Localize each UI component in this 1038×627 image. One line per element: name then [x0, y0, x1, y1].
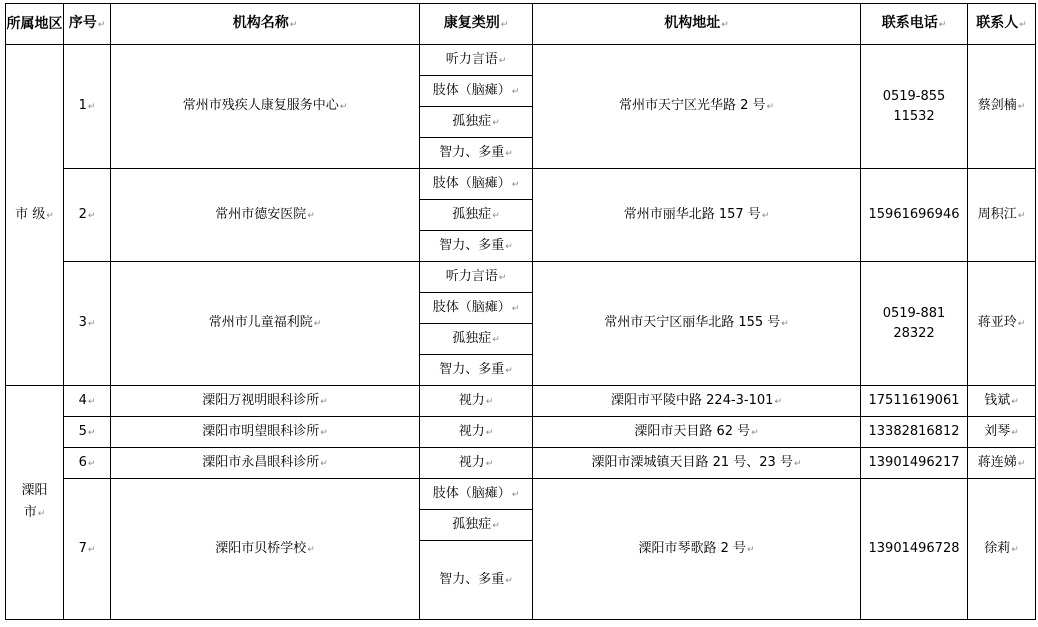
paragraph-mark-icon: ↵ — [498, 272, 507, 283]
paragraph-mark-icon: ↵ — [747, 544, 755, 555]
paragraph-mark-icon: ↵ — [485, 458, 494, 469]
org-contact: 周积江↵ — [968, 169, 1036, 262]
category-cell: 智力、多重↵ — [420, 138, 533, 169]
category-cell: 孤独症↵ — [420, 510, 533, 541]
paragraph-mark-icon: ↵ — [87, 102, 96, 112]
paragraph-mark-icon: ↵ — [87, 458, 96, 469]
category-cell: 智力、多重↵ — [420, 541, 533, 620]
paragraph-mark-icon: ↵ — [46, 210, 54, 221]
paragraph-mark-icon: ↵ — [505, 241, 513, 252]
table-row — [6, 169, 1036, 200]
paragraph-mark-icon: ↵ — [500, 20, 509, 30]
header-row — [6, 4, 1036, 45]
paragraph-mark-icon: ↵ — [505, 575, 513, 586]
paragraph-mark-icon: ↵ — [492, 334, 500, 345]
region-cell-liyang: 溧阳市↵ — [6, 386, 64, 620]
paragraph-mark-icon: ↵ — [751, 427, 759, 438]
paragraph-mark-icon: ↵ — [1017, 210, 1026, 221]
org-address: 常州市天宁区丽华北路 155 号↵ — [533, 262, 861, 386]
org-phone: 17511619061 — [861, 386, 968, 417]
paragraph-mark-icon: ↵ — [511, 489, 520, 500]
paragraph-mark-icon: ↵ — [320, 458, 328, 469]
org-name: 常州市儿童福利院↵ — [111, 262, 420, 386]
paragraph-mark-icon: ↵ — [938, 20, 947, 30]
category-cell: 听力言语↵ — [420, 262, 533, 293]
paragraph-mark-icon: ↵ — [1011, 544, 1019, 555]
paragraph-mark-icon: ↵ — [87, 544, 96, 555]
org-phone: 15961696946 — [861, 169, 968, 262]
org-name: 常州市德安医院↵ — [111, 169, 420, 262]
paragraph-mark-icon: ↵ — [97, 20, 106, 30]
paragraph-mark-icon: ↵ — [87, 396, 96, 407]
paragraph-mark-icon: ↵ — [339, 102, 348, 112]
paragraph-mark-icon: ↵ — [37, 509, 46, 519]
org-contact: 钱斌↵ — [968, 386, 1036, 417]
paragraph-mark-icon: ↵ — [511, 86, 520, 97]
paragraph-mark-icon: ↵ — [1017, 102, 1026, 112]
org-address: 溧阳市天目路 62 号↵ — [533, 417, 861, 448]
paragraph-mark-icon: ↵ — [511, 303, 520, 314]
paragraph-mark-icon: ↵ — [1011, 427, 1019, 438]
paragraph-mark-icon: ↵ — [492, 117, 500, 128]
org-address: 溧阳市平陵中路 224-3-101↵ — [533, 386, 861, 417]
paragraph-mark-icon: ↵ — [761, 210, 770, 221]
table-row — [6, 45, 1036, 76]
header-address: 机构地址↵ — [533, 4, 861, 45]
paragraph-mark-icon: ↵ — [505, 365, 513, 376]
region-cell-city: 市 级↵ — [6, 45, 64, 386]
table-row — [6, 479, 1036, 510]
category-cell: 孤独症↵ — [420, 200, 533, 231]
category-cell: 听力言语↵ — [420, 45, 533, 76]
category-cell: 视力↵ — [420, 386, 533, 417]
paragraph-mark-icon: ↵ — [1017, 319, 1026, 329]
category-cell: 肢体（脑瘫）↵ — [420, 169, 533, 200]
paragraph-mark-icon: ↵ — [320, 396, 328, 407]
paragraph-mark-icon: ↵ — [492, 520, 500, 531]
org-address: 溧阳市琴歌路 2 号↵ — [533, 479, 861, 620]
paragraph-mark-icon: ↵ — [87, 319, 96, 329]
paragraph-mark-icon: ↵ — [485, 427, 494, 438]
paragraph-mark-icon: ↵ — [793, 458, 802, 469]
category-cell: 智力、多重↵ — [420, 355, 533, 386]
paragraph-mark-icon: ↵ — [320, 427, 328, 438]
org-name: 溧阳市永昌眼科诊所↵ — [111, 448, 420, 479]
header-region: 所属地区 — [6, 4, 64, 45]
org-contact: 蒋亚玲↵ — [968, 262, 1036, 386]
org-no: 7↵ — [64, 479, 111, 620]
header-no: 序号↵ — [64, 4, 111, 45]
org-phone: 13901496217 — [861, 448, 968, 479]
org-address: 常州市丽华北路 157 号↵ — [533, 169, 861, 262]
category-cell: 孤独症↵ — [420, 107, 533, 138]
paragraph-mark-icon: ↵ — [485, 396, 494, 407]
header-name: 机构名称↵ — [111, 4, 420, 45]
paragraph-mark-icon: ↵ — [87, 427, 96, 438]
org-address: 溧阳市溧城镇天目路 21 号、23 号↵ — [533, 448, 861, 479]
org-name: 溧阳市贝桥学校↵ — [111, 479, 420, 620]
org-contact: 蒋连娣↵ — [968, 448, 1036, 479]
paragraph-mark-icon: ↵ — [781, 319, 789, 329]
paragraph-mark-icon: ↵ — [1017, 458, 1026, 469]
paragraph-mark-icon: ↵ — [505, 148, 513, 159]
org-no: 3↵ — [64, 262, 111, 386]
paragraph-mark-icon: ↵ — [766, 102, 775, 112]
org-no: 5↵ — [64, 417, 111, 448]
table-row — [6, 448, 1036, 479]
category-cell: 肢体（脑瘫）↵ — [420, 76, 533, 107]
table-row — [6, 417, 1036, 448]
org-phone: 0519-85511532 — [861, 45, 968, 169]
category-cell: 视力↵ — [420, 417, 533, 448]
paragraph-mark-icon: ↵ — [307, 544, 315, 555]
paragraph-mark-icon: ↵ — [774, 396, 782, 407]
org-name: 常州市残疾人康复服务中心↵ — [111, 45, 420, 169]
paragraph-mark-icon: ↵ — [721, 20, 729, 30]
table-row — [6, 262, 1036, 293]
org-phone: 0519-88128322 — [861, 262, 968, 386]
paragraph-mark-icon: ↵ — [1019, 20, 1027, 30]
header-category: 康复类别↵ — [420, 4, 533, 45]
org-name: 溧阳市明望眼科诊所↵ — [111, 417, 420, 448]
org-no: 6↵ — [64, 448, 111, 479]
header-contact: 联系人↵ — [968, 4, 1036, 45]
org-phone: 13382816812 — [861, 417, 968, 448]
org-phone: 13901496728 — [861, 479, 968, 620]
table-row — [6, 386, 1036, 417]
paragraph-mark-icon: ↵ — [313, 319, 322, 329]
rehab-institution-table — [5, 3, 1036, 620]
org-contact: 刘琴↵ — [968, 417, 1036, 448]
paragraph-mark-icon: ↵ — [492, 210, 500, 221]
paragraph-mark-icon: ↵ — [307, 210, 315, 221]
paragraph-mark-icon: ↵ — [87, 210, 96, 221]
org-address: 常州市天宁区光华路 2 号↵ — [533, 45, 861, 169]
org-name: 溧阳万视明眼科诊所↵ — [111, 386, 420, 417]
category-cell: 视力↵ — [420, 448, 533, 479]
org-no: 4↵ — [64, 386, 111, 417]
paragraph-mark-icon: ↵ — [1011, 396, 1019, 407]
category-cell: 孤独症↵ — [420, 324, 533, 355]
org-no: 2↵ — [64, 169, 111, 262]
paragraph-mark-icon: ↵ — [289, 20, 298, 30]
org-contact: 蔡剑楠↵ — [968, 45, 1036, 169]
category-cell: 肢体（脑瘫）↵ — [420, 293, 533, 324]
category-cell: 肢体（脑瘫）↵ — [420, 479, 533, 510]
org-contact: 徐莉↵ — [968, 479, 1036, 620]
category-cell: 智力、多重↵ — [420, 231, 533, 262]
paragraph-mark-icon: ↵ — [511, 179, 520, 190]
org-no: 1↵ — [64, 45, 111, 169]
paragraph-mark-icon: ↵ — [498, 55, 507, 66]
header-phone: 联系电话↵ — [861, 4, 968, 45]
